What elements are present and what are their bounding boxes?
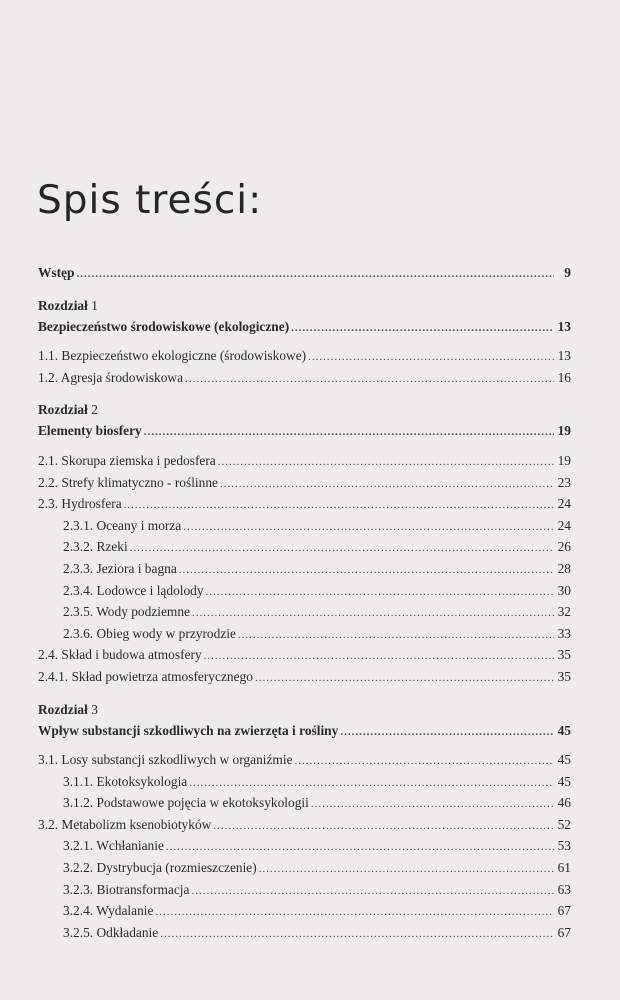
- toc-subentry: [38, 580, 571, 602]
- toc-entry-label: 2.3.3. Jeziora i bagna: [63, 560, 177, 576]
- toc-page-number: 30: [557, 582, 571, 598]
- toc-entry-label: 3.2.1. Wchłanianie: [63, 838, 164, 854]
- dot-leader: [166, 837, 554, 859]
- page-title: Spis treści:: [37, 178, 263, 223]
- chapter-title-row: [38, 420, 571, 442]
- toc-page-number: 13: [557, 318, 571, 334]
- toc-entry: [38, 450, 571, 472]
- toc-entry-label: 1.2. Agresja środowiskowa: [38, 369, 184, 385]
- toc-page-number: 67: [557, 924, 571, 940]
- toc-subentry: [38, 792, 571, 814]
- toc-subentry: [38, 879, 571, 901]
- dot-leader: [218, 452, 554, 474]
- toc-entry-label: 2.4. Skład i budowa atmosfery: [38, 647, 202, 663]
- toc-entry: [38, 814, 571, 836]
- chapter-title-row: [38, 316, 571, 338]
- toc-page-number: 35: [557, 647, 571, 663]
- toc-page-number: 45: [557, 752, 571, 768]
- toc-page-number: 23: [557, 474, 571, 490]
- dot-leader: [220, 474, 554, 496]
- dot-leader: [259, 859, 554, 881]
- toc-page-number: 26: [557, 539, 571, 555]
- toc-subentry: [38, 771, 571, 793]
- dot-leader: [155, 902, 554, 924]
- dot-leader: [189, 773, 554, 795]
- toc-entry-label: 2.3.4. Lodowce i lądolody: [63, 582, 204, 598]
- table-of-contents: [38, 262, 571, 943]
- toc-entry: [38, 644, 571, 666]
- chapter-3: [38, 700, 571, 944]
- toc-entry-label: 2.3.1. Oceany i morza: [63, 517, 182, 533]
- toc-page-number: 16: [557, 369, 571, 385]
- toc-entry-intro: [38, 262, 571, 284]
- toc-entry-label: 3.2.2. Dystrybucja (rozmieszczenie): [63, 860, 257, 876]
- toc-entry: [38, 345, 571, 367]
- dot-leader: [160, 924, 554, 946]
- chapter-2: [38, 400, 571, 687]
- toc-page-number: 53: [557, 838, 571, 854]
- dot-leader: [192, 603, 554, 625]
- toc-entry: [38, 493, 571, 515]
- toc-entry-label: Wstęp: [38, 265, 75, 280]
- dot-leader: [130, 538, 554, 560]
- chapter-heading: Rozdział 2: [38, 402, 98, 418]
- dot-leader: [238, 625, 554, 647]
- toc-entry-label: 2.1. Skorupa ziemska i pedosfera: [38, 452, 216, 468]
- toc-subentry: [38, 835, 571, 857]
- toc-entry-label: 2.3.2. Rzeki: [63, 539, 128, 555]
- toc-page-number: 67: [557, 903, 571, 919]
- dot-leader: [340, 722, 554, 744]
- toc-page-number: 63: [557, 881, 571, 897]
- toc-entry: [38, 749, 571, 771]
- dot-leader: [144, 422, 554, 444]
- toc-page-number: 35: [557, 668, 571, 684]
- toc-entry: [38, 666, 571, 688]
- dot-leader: [179, 560, 554, 582]
- chapter-heading: Rozdział 1: [38, 297, 98, 313]
- chapter-1: [38, 296, 571, 389]
- toc-entry: [38, 367, 571, 389]
- toc-page-number: 19: [557, 452, 571, 468]
- toc-page-number: 24: [557, 517, 571, 533]
- toc-entry: [38, 472, 571, 494]
- toc-entry-label: 3.1.2. Podstawowe pojęcia w ekotoksykologii: [63, 795, 309, 811]
- toc-subentry: [38, 900, 571, 922]
- toc-page-number: 28: [557, 560, 571, 576]
- toc-page-number: 45: [557, 773, 571, 789]
- toc-page-number: 13: [557, 348, 571, 364]
- toc-page-number: 32: [557, 604, 571, 620]
- dot-leader: [185, 369, 554, 391]
- dot-leader: [291, 318, 554, 340]
- toc-entry-label: 3.1. Losy substancji szkodliwych w organiźmie: [38, 752, 293, 768]
- toc-page-number: 52: [557, 816, 571, 832]
- dot-leader: [206, 582, 554, 604]
- dot-leader: [255, 668, 554, 690]
- toc-page-number: 61: [557, 860, 571, 876]
- dot-leader: [295, 751, 554, 773]
- toc-entry-label: 1.1. Bezpieczeństwo ekologiczne (środowiskowe): [38, 348, 307, 364]
- toc-page-number: 33: [557, 625, 571, 641]
- toc-subentry: [38, 515, 571, 537]
- dot-leader: [191, 881, 554, 903]
- toc-page-number: 9: [564, 265, 571, 280]
- toc-subentry: [38, 922, 571, 944]
- dot-leader: [213, 816, 554, 838]
- toc-entry-label: 2.3. Hydrosfera: [38, 496, 122, 512]
- toc-page-number: 24: [557, 496, 571, 512]
- toc-page-number: 46: [557, 795, 571, 811]
- toc-subentry: [38, 558, 571, 580]
- chapter-heading: Rozdział 3: [38, 701, 98, 717]
- dot-leader: [124, 495, 554, 517]
- toc-subentry: [38, 536, 571, 558]
- toc-page-number: 19: [557, 423, 571, 439]
- dot-leader: [204, 646, 554, 668]
- toc-entry-label: 3.2.4. Wydalanie: [63, 903, 154, 919]
- toc-entry-label: 2.3.6. Obieg wody w przyrodzie: [63, 625, 236, 641]
- toc-entry-label: 3.2.3. Biotransformacja: [63, 881, 190, 897]
- toc-entry-label: 2.2. Strefy klimatyczno - roślinne: [38, 474, 218, 490]
- chapter-title: Elementy biosfery: [38, 423, 142, 439]
- toc-entry-label: 3.2. Metabolizm ksenobiotyków: [38, 816, 212, 832]
- dot-leader: [311, 794, 554, 816]
- toc-subentry: [38, 857, 571, 879]
- chapter-title-row: [38, 720, 571, 742]
- dot-leader: [183, 517, 554, 539]
- toc-entry-label: 3.1.1. Ekotoksykologia: [63, 773, 188, 789]
- chapter-title: Bezpieczeństwo środowiskowe (ekologiczne): [38, 318, 290, 334]
- toc-entry-label: 2.3.5. Wody podziemne: [63, 604, 190, 620]
- toc-entry-label: 2.4.1. Skład powietrza atmosferycznego: [38, 668, 253, 684]
- toc-entry-label: 3.2.5. Odkładanie: [63, 924, 159, 940]
- chapter-title: Wpływ substancji szkodliwych na zwierzęta i rośliny: [38, 722, 339, 738]
- dot-leader: [308, 347, 554, 369]
- toc-subentry: [38, 623, 571, 645]
- toc-subentry: [38, 601, 571, 623]
- toc-page-number: 45: [557, 722, 571, 738]
- dot-leader: [76, 264, 554, 286]
